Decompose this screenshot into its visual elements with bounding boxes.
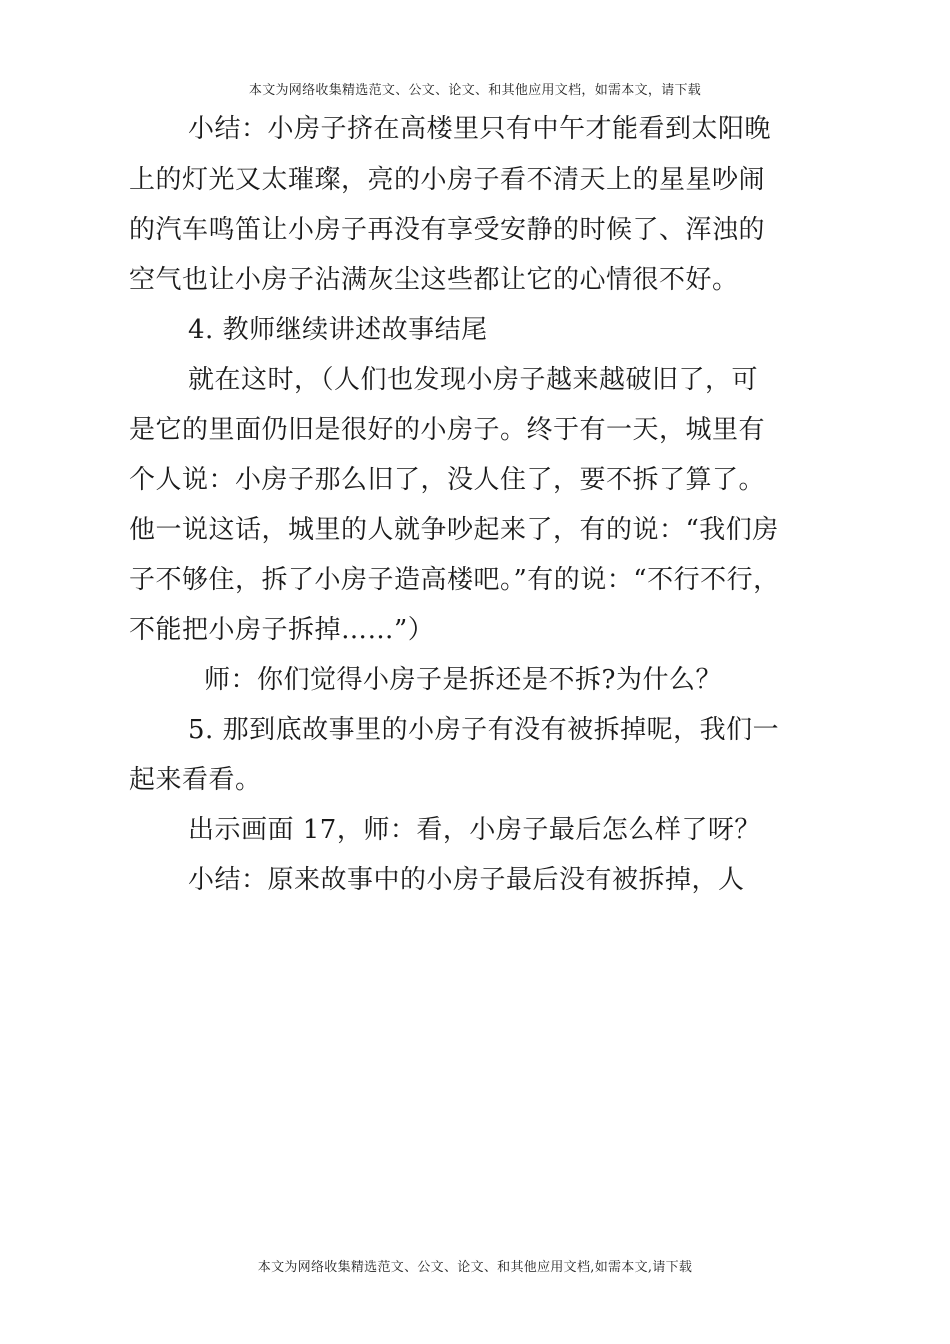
section-heading: 5. 那到底故事里的小房子有没有被拆掉呢，我们一 (188, 715, 780, 745)
paragraph-line: 小结：原来故事中的小房子最后没有被拆掉，人 (188, 865, 745, 895)
footer-watermark: 本文为网络收集精选范文、公文、论文、和其他应用文档,如需本文,请下载 (257, 1260, 693, 1275)
paragraph-line: 上的灯光又太璀璨，亮的小房子看不清天上的星星吵闹 (129, 165, 766, 195)
paragraph-line: 师：你们觉得小房子是拆还是不拆?为什么？ (204, 665, 722, 695)
paragraph-line: 起来看看。 (129, 765, 262, 795)
paragraph-line: 他一说这话，城里的人就争吵起来了，有的说：“我们房 (129, 515, 779, 545)
paragraph-line: 个人说：小房子那么旧了，没人住了，要不拆了算了。 (129, 465, 766, 495)
section-heading: 4. 教师继续讲述故事结尾 (188, 315, 488, 345)
paragraph-line: 子不够住，拆了小房子造高楼吧。”有的说：“不行不行， (129, 565, 780, 595)
paragraph-line: 是它的里面仍旧是很好的小房子。终于有一天，城里有 (129, 415, 766, 445)
paragraph-line: 出示画面 17，师：看，小房子最后怎么样了呀？ (188, 815, 761, 845)
paragraph-line: 就在这时，（人们也发现小房子越来越破旧了，可 (188, 365, 759, 395)
paragraph-line: 的汽车鸣笛让小房子再没有享受安静的时候了、浑浊的 (129, 215, 766, 245)
paragraph-line: 空气也让小房子沾满灰尘这些都让它的心情很不好。 (129, 265, 739, 295)
paragraph-line: 小结：小房子挤在高楼里只有中午才能看到太阳晚 (188, 114, 772, 144)
header-watermark: 本文为网络收集精选范文、公文、论文、和其他应用文档，如需本文，请下载 (248, 83, 702, 98)
paragraph-line: 不能把小房子拆掉……”） (129, 615, 435, 645)
